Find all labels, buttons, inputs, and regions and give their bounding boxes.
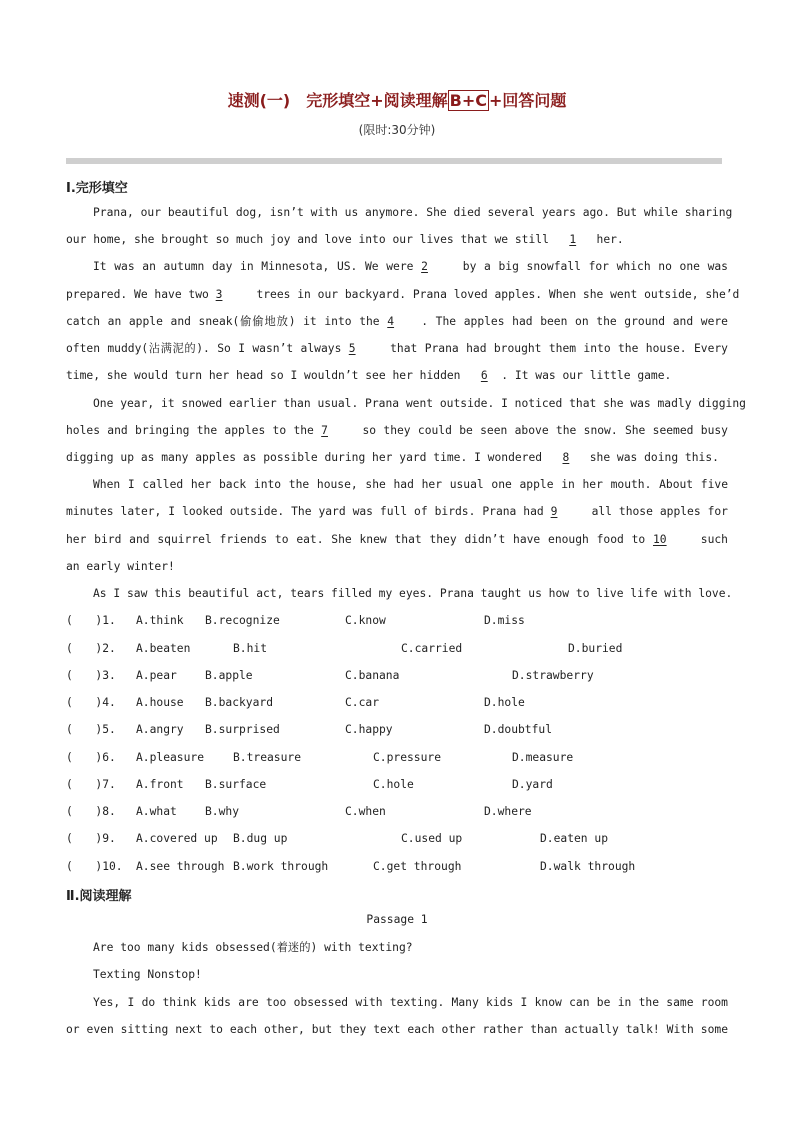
blank-6: 6 — [480, 369, 488, 382]
cloze-line: When I called her back into the house, she had her usual one apple in her mouth. About five — [93, 478, 728, 491]
option-b: B.surface — [205, 778, 267, 791]
question-number: ( )3. — [66, 669, 116, 682]
option-d: D.eaten up — [540, 832, 609, 845]
option-c: C.pressure — [373, 751, 442, 764]
option-c: C.car — [345, 696, 380, 709]
cloze-line: As I saw this beautiful act, tears filled my eyes. Prana taught us how to live life with love. — [93, 587, 733, 600]
option-d: D.walk through — [540, 860, 636, 873]
passage-headline: Texting Nonstop! — [93, 968, 202, 981]
option-c: C.banana — [345, 669, 400, 682]
option-b: B.surprised — [205, 723, 280, 736]
blank-1: 1 — [569, 233, 577, 246]
passage-question: Are too many kids obsessed(着迷的) with texting? — [93, 941, 413, 954]
title-boxed-text: B+C — [449, 91, 487, 110]
option-c: C.hole — [373, 778, 414, 791]
option-b: B.why — [205, 805, 240, 818]
cloze-line: Prana, our beautiful dog, isn’t with us anymore. She died several years ago. But while sharing — [93, 206, 733, 219]
option-a: A.think — [136, 614, 184, 627]
cloze-line: holes and bringing the apples to the 7 so they could be seen above the snow. She seemed busy — [66, 424, 728, 437]
title-suffix: +回答问题 — [488, 91, 567, 110]
blank-3: 3 — [215, 288, 223, 301]
option-d: D.measure — [512, 751, 574, 764]
blank-4: 4 — [387, 315, 395, 328]
option-b: B.apple — [205, 669, 253, 682]
blank-10: 10 — [652, 533, 667, 546]
option-d: D.where — [484, 805, 532, 818]
option-b: B.dug up — [233, 832, 288, 845]
option-d: D.miss — [484, 614, 525, 627]
question-number: ( )1. — [66, 614, 116, 627]
option-a: A.pleasure — [136, 751, 205, 764]
option-a: A.pear — [136, 669, 177, 682]
option-b: B.treasure — [233, 751, 302, 764]
blank-8: 8 — [562, 451, 570, 464]
option-a: A.house — [136, 696, 184, 709]
option-c: C.know — [345, 614, 386, 627]
option-c: C.get through — [373, 860, 462, 873]
question-number: ( )10. — [66, 860, 123, 873]
blank-9: 9 — [550, 505, 558, 518]
passage-line: or even sitting next to each other, but they text each other rather than actually talk! With some — [66, 1023, 728, 1036]
cloze-line: time, she would turn her head so I wouldn’t see her hidden 6 . It was our little game. — [66, 369, 672, 382]
question-number: ( )2. — [66, 642, 116, 655]
option-c: C.happy — [345, 723, 393, 736]
cloze-line: It was an autumn day in Minnesota, US. We were 2 by a big snowfall for which no one was — [93, 260, 728, 273]
option-b: B.recognize — [205, 614, 280, 627]
option-a: A.see through — [136, 860, 225, 873]
cloze-line: often muddy(沾满泥的). So I wasn’t always 5 that Prana had brought them into the house. Every — [66, 342, 728, 355]
option-d: D.buried — [568, 642, 623, 655]
option-c: C.when — [345, 805, 386, 818]
blank-5: 5 — [348, 342, 356, 355]
header-divider — [66, 158, 722, 164]
option-a: A.angry — [136, 723, 184, 736]
blank-7: 7 — [321, 424, 328, 437]
option-d: D.yard — [512, 778, 553, 791]
option-c: C.used up — [401, 832, 463, 845]
question-number: ( )8. — [66, 805, 116, 818]
time-limit: (限时:30分钟) — [358, 123, 436, 137]
option-b: B.work through — [233, 860, 329, 873]
cloze-line: One year, it snowed earlier than usual. Prana went outside. I noticed that she was madly digging — [93, 397, 746, 410]
option-b: B.backyard — [205, 696, 274, 709]
question-number: ( )5. — [66, 723, 116, 736]
cloze-line: an early winter! — [66, 560, 175, 573]
option-d: D.doubtful — [484, 723, 553, 736]
option-a: A.beaten — [136, 642, 191, 655]
cloze-line: her bird and squirrel friends to eat. She knew that they didn’t have enough food to 10 such — [66, 533, 728, 546]
section-heading-reading: Ⅱ.阅读理解 — [66, 889, 132, 904]
question-number: ( )4. — [66, 696, 116, 709]
question-number: ( )6. — [66, 751, 116, 764]
title-prefix: 速测(一) 完形填空+阅读理解 — [227, 91, 448, 110]
cloze-line: minutes later, I looked outside. The yard was full of birds. Prana had 9 all those apples for — [66, 505, 728, 518]
option-b: B.hit — [233, 642, 268, 655]
cloze-line: catch an apple and sneak(偷偷地放) it into the 4 . The apples had been on the ground and were — [66, 315, 728, 328]
option-a: A.covered up — [136, 832, 218, 845]
cloze-line: prepared. We have two 3 trees in our backyard. Prana loved apples. When she went outside, she’d — [66, 288, 740, 301]
question-number: ( )9. — [66, 832, 116, 845]
page-title — [66, 88, 728, 111]
passage-title: Passage 1 — [366, 913, 428, 926]
cloze-line: digging up as many apples as possible during her yard time. I wondered 8 she was doing this. — [66, 451, 719, 464]
cloze-line: our home, she brought so much joy and love into our lives that we still 1 her. — [66, 233, 624, 246]
section-heading-cloze: Ⅰ.完形填空 — [66, 181, 128, 196]
option-a: A.what — [136, 805, 177, 818]
option-d: D.strawberry — [512, 669, 594, 682]
blank-2: 2 — [421, 260, 428, 273]
option-a: A.front — [136, 778, 184, 791]
option-c: C.carried — [401, 642, 463, 655]
question-number: ( )7. — [66, 778, 116, 791]
passage-line: Yes, I do think kids are too obsessed with texting. Many kids I know can be in the same room — [93, 996, 728, 1009]
option-d: D.hole — [484, 696, 525, 709]
